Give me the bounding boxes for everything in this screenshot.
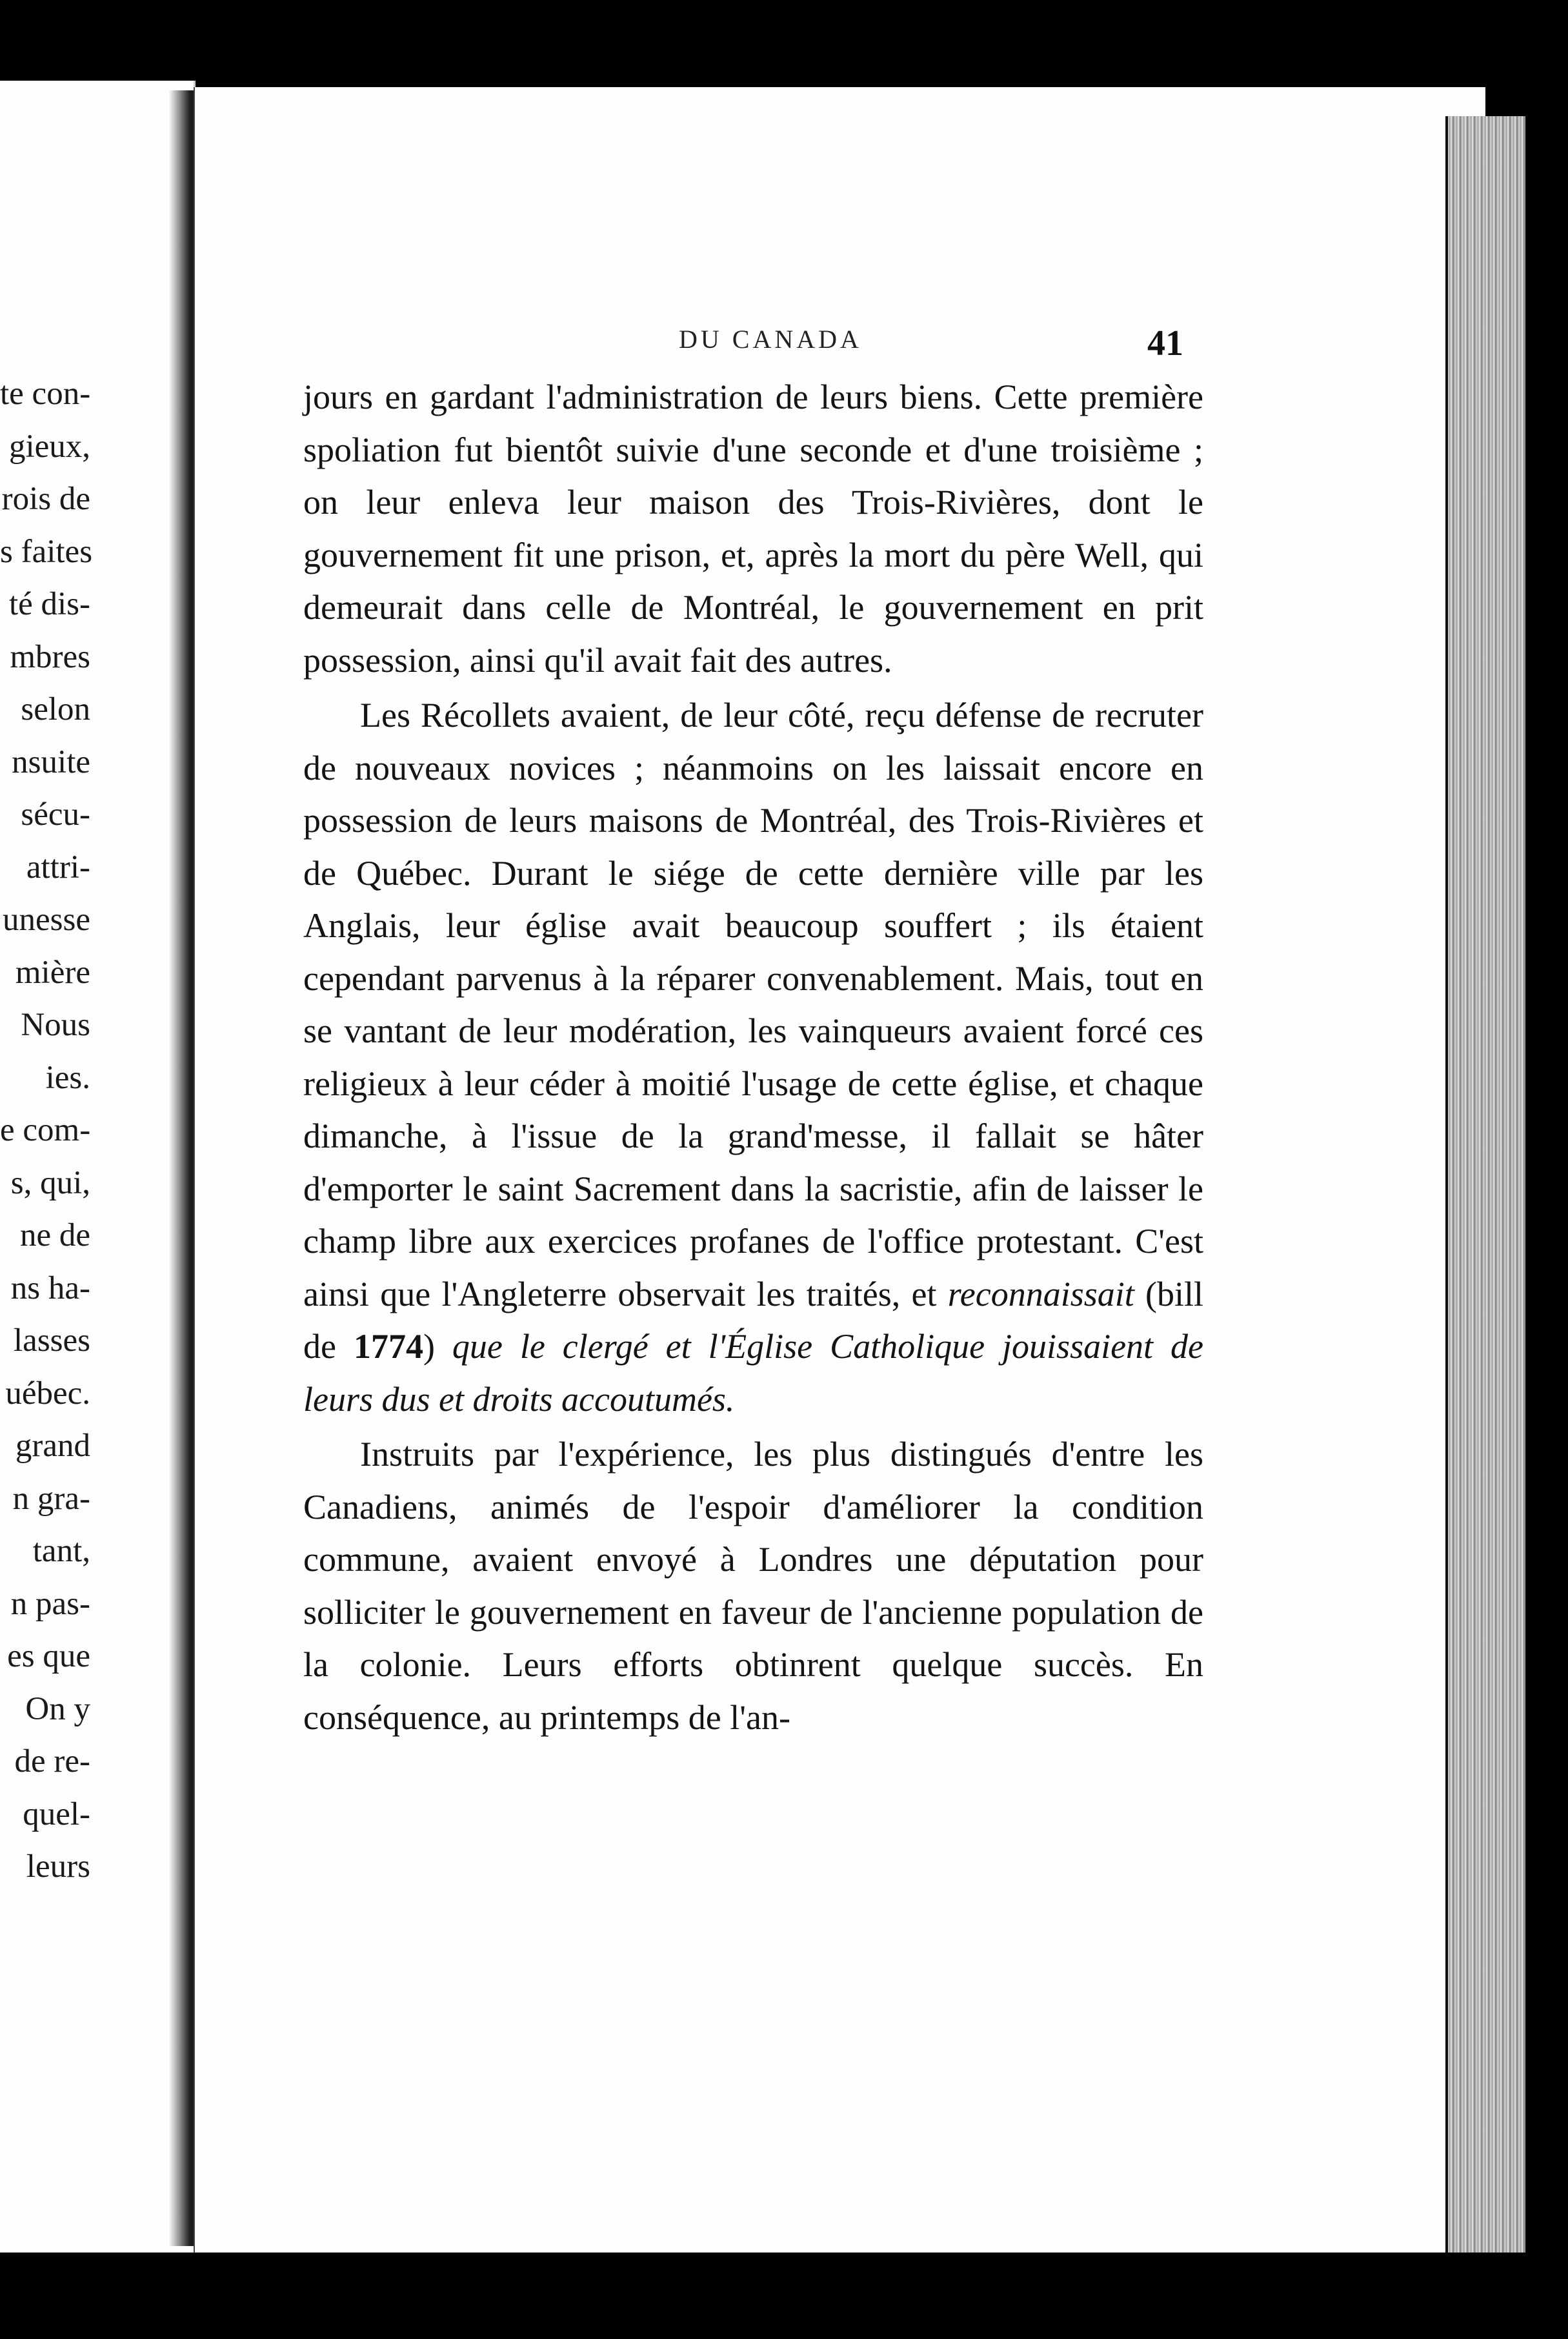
left-fragment-line: selon	[21, 691, 90, 727]
left-fragment-line: de re-	[14, 1743, 90, 1779]
left-fragment-line: ns ha-	[10, 1270, 90, 1306]
left-fragment-line: unesse	[3, 902, 90, 938]
bill-close: )	[423, 1327, 435, 1366]
italic-reconnaissait: reconnaissait	[947, 1274, 1134, 1313]
left-fragment-line: uébec.	[5, 1375, 90, 1412]
left-fragment-line: té dis-	[8, 586, 90, 622]
left-fragment-line: ies.	[45, 1059, 90, 1096]
left-fragment-line: ne de	[19, 1217, 90, 1253]
running-head: DU CANADA	[679, 325, 862, 354]
page-edges	[1445, 116, 1525, 2253]
left-fragment-line: s, qui,	[10, 1164, 90, 1201]
paragraph-3: Instruits par l'expérience, les plus distingués d'entre les Canadiens, animés de l'espoir d'améliorer la condition commune, avaient envoyé à Londres une députation pour solliciter le gouvernement en faveur de l'ancienne population de la colonie. Leurs efforts obtinrent quelque succès. En conséquence, au printemps de l'an-	[303, 1435, 1203, 1737]
left-fragment-line: mière	[15, 954, 90, 991]
left-fragment-line: quel-	[23, 1796, 90, 1832]
bill-year: 1774	[353, 1327, 423, 1366]
left-fragment-line: sécu-	[21, 796, 90, 833]
body-text	[303, 371, 1203, 1744]
italic-quote: que le clergé et l'Église Catholique jouissaient de leurs dus et droits accoutumés.	[303, 1327, 1203, 1419]
left-fragment-line: es que	[7, 1638, 90, 1674]
left-fragment-line: nsuite	[12, 744, 90, 780]
bill-reference: (bill de	[303, 1274, 1203, 1366]
book-gutter	[169, 90, 196, 2246]
left-fragment-line: n gra-	[12, 1480, 90, 1517]
left-fragment-line: Nous	[21, 1007, 90, 1043]
left-fragment-line: te con-	[0, 376, 91, 412]
left-fragment-line: leurs	[26, 1848, 90, 1885]
left-fragment-line: grand	[15, 1428, 90, 1464]
paragraph-2	[303, 689, 1203, 1426]
paragraph-1: jours en gardant l'administration de leurs biens. Cette première spoliation fut bientôt suivie d'une seconde et d'une troisième ; on leur enleva leur maison des Trois-Rivières, dont le gouvernement fit une prison, et, après la mort du père Well, qui demeurait dans celle de Montréal, le gouvernement en prit possession, ainsi qu'il avait fait des autres.	[303, 378, 1203, 680]
left-fragment-line: s faites	[0, 533, 93, 570]
left-fragment-line: e com-	[0, 1112, 91, 1148]
left-fragment-line: On y	[25, 1690, 90, 1727]
paragraph-2-text: Les Récollets avaient, de leur côté, reçu défense de recruter de nouveaux novices ; néanmoins on les laissait encore en possession de leurs maisons de Montréal, des Trois-Rivières et de Québec. Durant le siége de cette dernière ville par les Anglais, leur église avait beaucoup souffert ; ils étaient cependant parvenus à la réparer convenablement. Mais, tout en se vantant de leur modération, les vainqueurs avaient forcé ces religieux à leur céder à moitié l'usage de cette église, et chaque dimanche, à l'issue de la grand'messe, il fallait se hâter d'emporter le saint Sacrement dans la sacristie, afin de laisser le champ libre aux exercices profanes de l'office protestant. C'est ainsi que l'Angleterre observait les traités, et	[303, 696, 1203, 1313]
left-fragment-line: lasses	[14, 1322, 90, 1359]
left-fragment-line: gieux,	[8, 428, 90, 465]
left-fragment-line: mbres	[10, 638, 90, 675]
left-page-text-fragments	[0, 368, 93, 1894]
left-fragment-line: rois de	[1, 481, 90, 517]
left-fragment-line: n pas-	[10, 1585, 90, 1622]
page-number: 41	[1147, 323, 1183, 363]
left-fragment-line: attri-	[26, 849, 90, 886]
left-fragment-line: tant,	[32, 1533, 90, 1569]
